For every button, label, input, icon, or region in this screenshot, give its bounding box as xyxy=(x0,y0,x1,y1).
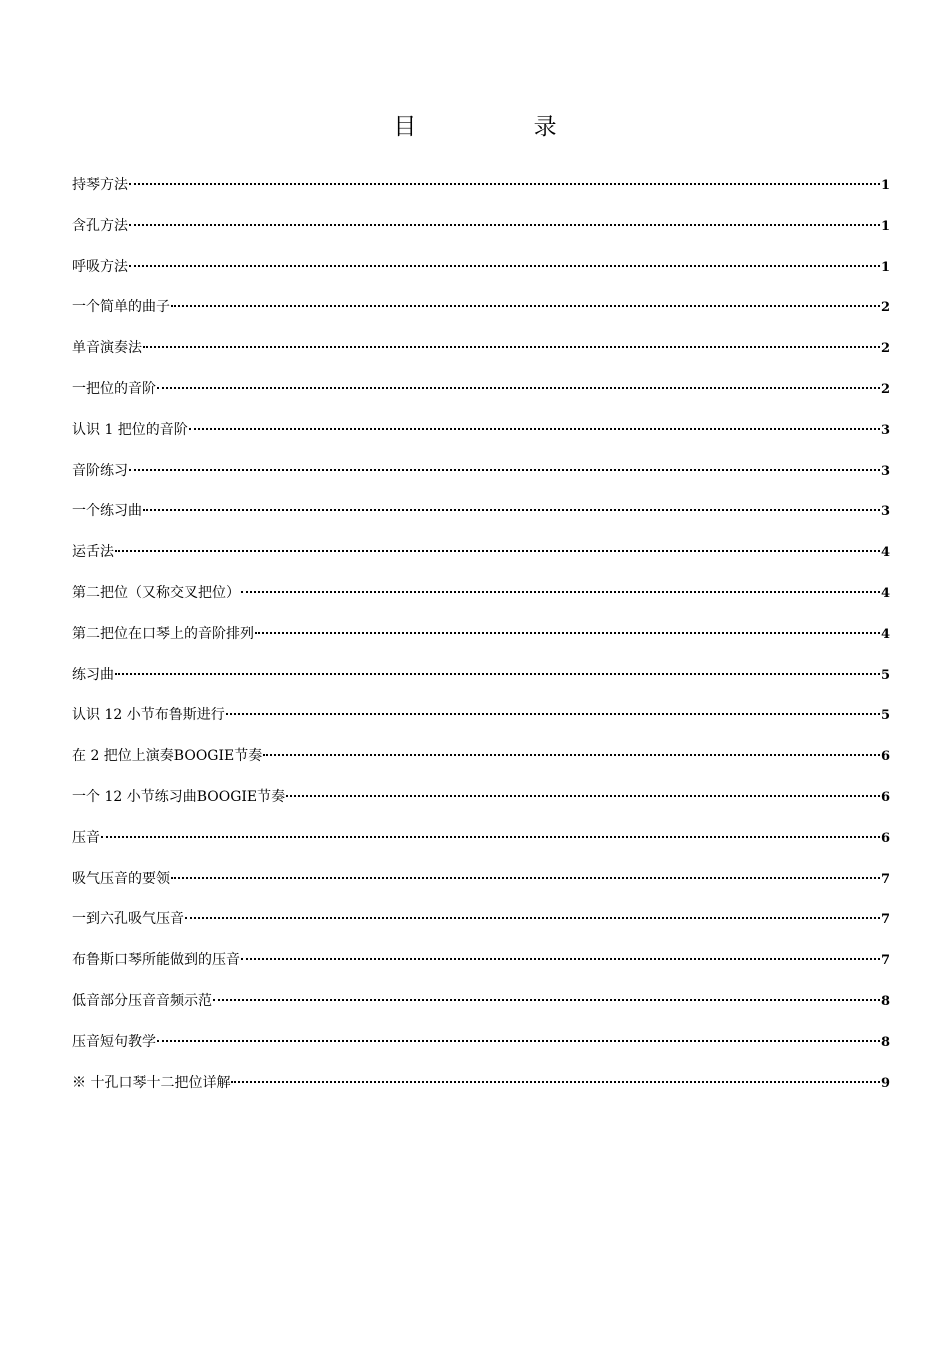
toc-entry-page: 9 xyxy=(880,1075,890,1091)
toc-entry-text: 吸气压音的要领 xyxy=(72,870,170,887)
toc-entry-text: 布鲁斯口琴所能做到的压音 xyxy=(72,952,240,969)
toc-dot-leader xyxy=(171,305,880,307)
toc-entry[interactable] xyxy=(72,458,890,499)
toc-entry[interactable] xyxy=(72,498,890,539)
toc-entry-page: 7 xyxy=(880,871,890,887)
toc-dot-leader xyxy=(213,999,880,1001)
toc-entry-page: 4 xyxy=(880,585,890,601)
toc-dot-leader xyxy=(157,1040,880,1042)
toc-entry[interactable] xyxy=(72,702,890,743)
toc-entry-page: 4 xyxy=(880,626,890,642)
toc-entry[interactable] xyxy=(72,621,890,662)
toc-entry-text: 单音演奏法 xyxy=(72,340,142,357)
toc-entry-page: 2 xyxy=(880,381,890,397)
toc-entry-text: 一个简单的曲子 xyxy=(72,299,170,316)
toc-dot-leader xyxy=(189,428,880,430)
toc-entry-text: 运舌法 xyxy=(72,544,114,561)
toc-entry-text: 认识 12 小节布鲁斯进行 xyxy=(72,707,225,724)
toc-dot-leader xyxy=(115,550,880,552)
toc-dot-leader xyxy=(129,224,880,226)
toc-entry-page: 1 xyxy=(880,259,890,275)
toc-dot-leader xyxy=(143,346,880,348)
toc-dot-leader xyxy=(129,469,880,471)
toc-entry-page: 3 xyxy=(880,463,890,479)
toc-entry-page: 6 xyxy=(880,789,890,805)
toc-entry-text: 一到六孔吸气压音 xyxy=(72,911,184,928)
toc-dot-leader xyxy=(185,917,880,919)
toc-entry-page: 5 xyxy=(880,667,890,683)
toc-entry-page: 4 xyxy=(880,545,890,561)
toc-dot-leader xyxy=(143,509,880,511)
table-of-contents xyxy=(72,172,890,1110)
toc-entry-text: 在 2 把位上演奏BOOGIE节奏 xyxy=(72,748,263,765)
toc-dot-leader xyxy=(115,673,880,675)
toc-entry[interactable] xyxy=(72,743,890,784)
toc-entry-text: 压音短句教学 xyxy=(72,1033,156,1050)
toc-entry-page: 8 xyxy=(880,1034,890,1050)
toc-entry[interactable] xyxy=(72,172,890,213)
toc-entry[interactable] xyxy=(72,580,890,621)
toc-entry-text: 音阶练习 xyxy=(72,462,128,479)
toc-entry[interactable] xyxy=(72,213,890,254)
toc-entry-text: 呼吸方法 xyxy=(72,258,128,275)
toc-dot-leader xyxy=(231,1081,880,1083)
toc-entry-page: 3 xyxy=(880,422,890,438)
toc-entry-text: 低音部分压音音频示范 xyxy=(72,992,212,1009)
toc-dot-leader xyxy=(263,754,880,756)
toc-entry[interactable] xyxy=(72,335,890,376)
toc-entry-page: 1 xyxy=(880,178,890,193)
toc-entry-text: 第二把位（又称交叉把位） xyxy=(72,584,240,601)
toc-entry[interactable] xyxy=(72,1029,890,1070)
toc-entry[interactable] xyxy=(72,417,890,458)
toc-entry-text: 含孔方法 xyxy=(72,217,128,234)
toc-entry-page: 3 xyxy=(880,504,890,520)
toc-entry[interactable] xyxy=(72,825,890,866)
toc-entry[interactable] xyxy=(72,376,890,417)
toc-entry-page: 6 xyxy=(880,749,890,765)
toc-entry-text: 持琴方法 xyxy=(72,177,128,193)
toc-entry-text: 一把位的音阶 xyxy=(72,380,156,397)
toc-entry[interactable] xyxy=(72,906,890,947)
toc-dot-leader xyxy=(171,877,880,879)
toc-entry-page: 2 xyxy=(880,300,890,316)
toc-dot-leader xyxy=(157,387,880,389)
toc-entry-text: ※ 十孔口琴十二把位详解 xyxy=(72,1074,231,1091)
toc-entry-page: 7 xyxy=(880,912,890,928)
toc-entry[interactable] xyxy=(72,254,890,295)
toc-entry-text: 一个 12 小节练习曲BOOGIE节奏 xyxy=(72,788,286,805)
toc-entry-text: 压音 xyxy=(72,829,100,846)
toc-entry[interactable] xyxy=(72,539,890,580)
toc-entry[interactable] xyxy=(72,988,890,1029)
toc-entry-page: 6 xyxy=(880,830,890,846)
toc-entry[interactable] xyxy=(72,294,890,335)
toc-entry[interactable] xyxy=(72,866,890,907)
toc-dot-leader xyxy=(129,183,880,185)
toc-entry-page: 7 xyxy=(880,953,890,969)
toc-dot-leader xyxy=(101,836,880,838)
toc-dot-leader xyxy=(226,713,880,715)
toc-entry-text: 第二把位在口琴上的音阶排列 xyxy=(72,625,254,642)
toc-entry[interactable] xyxy=(72,784,890,825)
toc-entry-text: 认识 1 把位的音阶 xyxy=(72,421,188,438)
toc-entry-page: 1 xyxy=(880,218,890,234)
toc-entry[interactable] xyxy=(72,662,890,703)
toc-dot-leader xyxy=(129,265,880,267)
toc-entry-page: 2 xyxy=(880,341,890,357)
toc-entry-text: 练习曲 xyxy=(72,666,114,683)
toc-dot-leader xyxy=(286,795,880,797)
toc-entry[interactable] xyxy=(72,947,890,988)
toc-dot-leader xyxy=(241,958,880,960)
toc-dot-leader xyxy=(255,632,880,634)
toc-dot-leader xyxy=(241,591,880,593)
toc-entry[interactable] xyxy=(72,1070,890,1111)
toc-entry-page: 8 xyxy=(880,993,890,1009)
toc-title: 目 录 xyxy=(393,114,612,140)
toc-entry-page: 5 xyxy=(880,708,890,724)
toc-entry-text: 一个练习曲 xyxy=(72,503,142,520)
